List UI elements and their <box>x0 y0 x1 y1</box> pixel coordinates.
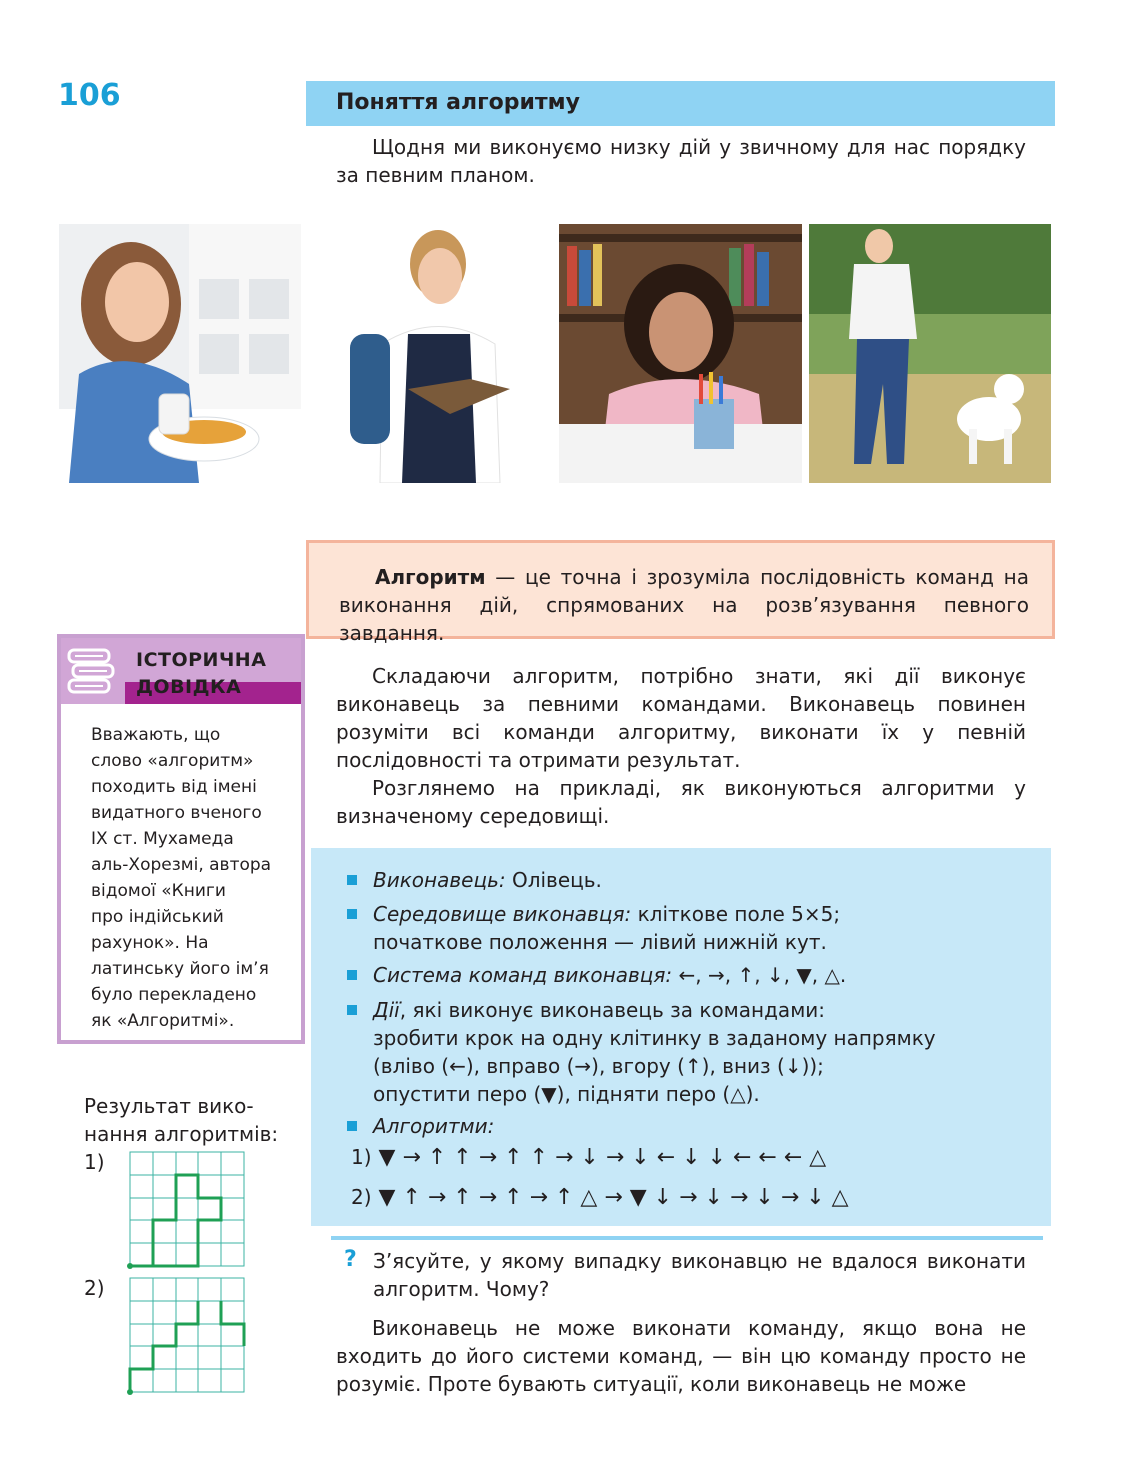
executor-label: Виконавець: <box>373 868 506 892</box>
algorithm-1 <box>351 1142 826 1173</box>
final-paragraph <box>336 1314 1026 1398</box>
history-line: видатного вченого <box>91 803 262 823</box>
history-line: як «Алгоритмі». <box>91 1011 235 1031</box>
history-title <box>136 647 266 701</box>
main-paragraph: Складаючи алгоритм, потрібно знати, які дії виконує виконавець за певними командами. Виконавець повинен розуміти всі команди алгоритму, виконати їх у певній послідовності та отримати результат. <box>336 664 1026 772</box>
history-title-line1: ІСТОРИЧНА <box>136 649 267 671</box>
algorithm-2-commands: ▼ ↑ → ↑ → ↑ → ↑ △ → ▼ ↓ → ↓ → ↓ → ↓ △ <box>378 1185 849 1210</box>
section-title: Поняття алгоритму <box>336 90 580 115</box>
algorithms-label: Алгоритми: <box>373 1114 495 1138</box>
history-line: Вважають, що <box>91 725 221 745</box>
algorithm-1-commands: ▼ → ↑ ↑ → ↑ ↑ → ↓ → ↓ ← ↓ ↓ ← ← ← △ <box>378 1145 827 1170</box>
bullet-icon <box>347 1005 357 1015</box>
question-divider <box>331 1236 1043 1240</box>
definition-text: — це точна і зрозуміла послідовність команд на виконання дій, спрямованих на розв’язування певного завдання. <box>339 565 1029 645</box>
section-header <box>306 81 1055 126</box>
books-icon <box>63 644 119 698</box>
question-icon: ? <box>344 1247 357 1272</box>
history-note <box>57 634 305 1044</box>
environment-line <box>373 900 840 928</box>
algorithms-label-line <box>373 1112 494 1140</box>
actions-line-3: (вліво (←), вправо (→), вгору (↑), вниз (↓)); <box>373 1054 824 1078</box>
question <box>373 1247 1026 1303</box>
commands-label: Система команд виконавця: <box>373 963 673 987</box>
main-paragraph: Розглянемо на прикладі, як виконуються алгоритми у визначеному середовищі. <box>336 776 1026 828</box>
grid-1-label: 1) <box>84 1150 105 1174</box>
definition-paragraph <box>339 563 1029 647</box>
history-line: походить від імені <box>91 777 257 797</box>
history-text <box>91 722 291 1034</box>
history-line: про індійський <box>91 907 224 927</box>
result-grid-1 <box>126 1148 248 1270</box>
environment-line-2: початкове положення — лівий нижній кут. <box>373 930 827 954</box>
history-line: IX ст. Мухамеда <box>91 829 234 849</box>
history-line: було перекладено <box>91 985 257 1005</box>
history-title-line2: ДОВІДКА <box>136 676 242 698</box>
main-paragraphs <box>336 662 1026 830</box>
executor-value: Олівець. <box>505 868 602 892</box>
commands-line <box>373 961 846 989</box>
history-line: слово «алгоритм» <box>91 751 254 771</box>
algorithm-2-number: 2) <box>351 1185 372 1209</box>
algorithm-2 <box>351 1182 849 1213</box>
environment-value: кліткове поле 5×5; <box>631 902 841 926</box>
definition-term: Алгоритм <box>375 565 486 589</box>
actions-value: , які виконує виконавець за командами: <box>399 998 826 1022</box>
bullet-icon <box>347 1121 357 1131</box>
definition-box <box>306 540 1055 645</box>
question-text: З’ясуйте, у якому випадку виконавцю не вдалося виконати алгоритм. Чому? <box>373 1249 1026 1301</box>
history-line: аль-Хорезмі, автора <box>91 855 272 875</box>
actions-line <box>373 996 825 1024</box>
bullet-icon <box>347 970 357 980</box>
bullet-icon <box>347 909 357 919</box>
actions-line-4: опустити перо (▼), підняти перо (△). <box>373 1082 760 1106</box>
boy-with-book-photo <box>320 224 538 483</box>
history-line: відомої «Книги <box>91 881 226 901</box>
history-header <box>61 638 301 704</box>
result-caption <box>84 1092 284 1148</box>
environment-label: Середовище виконавця: <box>373 902 632 926</box>
history-line: рахунок». На <box>91 933 209 953</box>
bullet-icon <box>347 875 357 885</box>
result-caption-line2: нання алгоритмів: <box>84 1122 279 1146</box>
executor-info-box <box>311 848 1051 1226</box>
result-grid-2 <box>126 1274 248 1396</box>
grid-2-label: 2) <box>84 1276 105 1300</box>
page-number: 106 <box>58 78 121 113</box>
executor-line <box>373 866 602 894</box>
girl-studying-photo <box>559 224 802 483</box>
intro-text: Щодня ми виконуємо низку дій у звичному для нас порядку за певним планом. <box>336 135 1026 187</box>
girl-breakfast-photo <box>59 224 301 483</box>
boy-with-dog-photo <box>809 224 1051 483</box>
intro-paragraph <box>336 133 1026 189</box>
result-caption-line1: Результат вико- <box>84 1094 254 1118</box>
final-paragraph-text: Виконавець не може виконати команду, якщо вона не входить до його системи команд, — він цю команду просто не розуміє. Проте бувають ситуації, коли виконавець не може <box>336 1316 1026 1396</box>
algorithm-1-number: 1) <box>351 1145 372 1169</box>
actions-line-2: зробити крок на одну клітинку в заданому напрямку <box>373 1026 936 1050</box>
history-line: латинську його ім’я <box>91 959 269 979</box>
commands-value: ←, →, ↑, ↓, ▼, △. <box>672 963 847 987</box>
actions-label: Дії <box>373 998 400 1022</box>
